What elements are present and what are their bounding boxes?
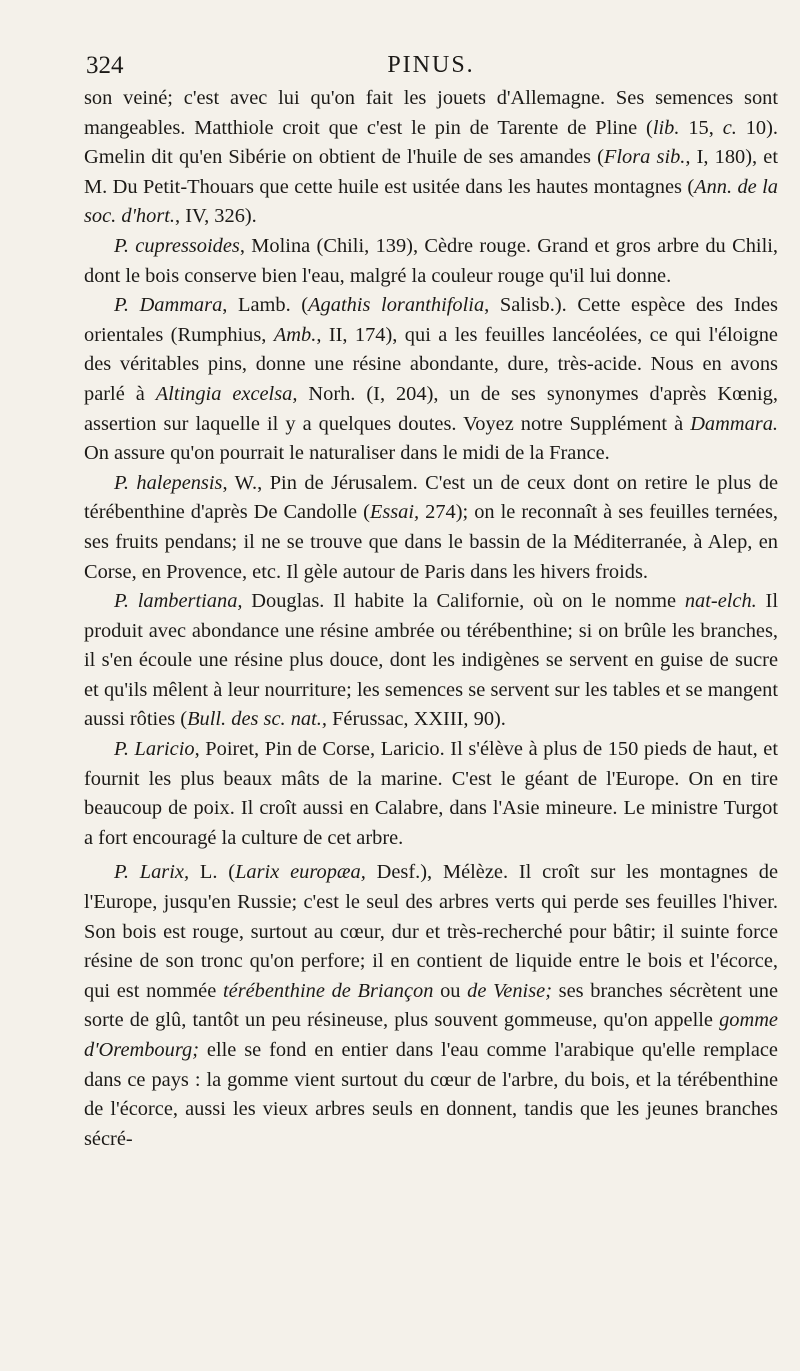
species-name: P. lambertiana, [114, 590, 243, 613]
page-header [84, 52, 778, 84]
page-number: 324 [86, 52, 124, 79]
species-name: P. Dammara [114, 294, 223, 317]
entry-p-laricio: P. Laricio, Poiret, Pin de Corse, Laricio. Il s'élève à plus de 150 pieds de haut, et fournit les plus beaux mâts de la marine. C'est le géant de l'Europe. On en tire beaucoup de poix. Il croît aussi en Calabre, dans l'Asie mineure. Le ministre Turgot a fort encouragé la culture de cet arbre. [84, 738, 778, 849]
entry-p-lambertiana: P. lambertiana, Douglas. Il habite la Californie, où on le nomme nat-elch. Il produit avec abondance une résine ambrée ou térébenthine; si on brûle les branches, il s'en écoule une résine plus douce, dont les indigènes se servent en guise de sucre et qu'ils mêlent à leur nourriture; les semences se servent sur les tables et se mangent aussi rôties (Bull. des sc. nat., Férussac, XXIII, 90). [84, 590, 778, 731]
species-name: P. halepensis [114, 471, 223, 494]
species-name: P. Larix, [114, 861, 190, 884]
entry-p-halepensis: P. halepensis, W., Pin de Jérusalem. C'est un de ceux dont on retire le plus de térébenthine d'après De Candolle (Essai, 274); on le reconnaît à ses feuilles ternées, ses fruits pendans; il ne se trouve que dans le bassin de la Méditerranée, à Alep, en Corse, en Provence, etc. Il gèle autour de Paris dans les hivers froids. [84, 471, 779, 583]
running-head: PINUS. [387, 52, 475, 78]
entry-p-cupressoides: P. cupressoides, Molina (Chili, 139), Cèdre rouge. Grand et gros arbre du Chili, dont le bois conserve bien l'eau, malgré la couleur rouge qu'il lui donne. [84, 234, 778, 287]
body-text [84, 84, 778, 1154]
entry-p-larix: P. Larix, L. (Larix europæa, Desf.), Mélèze. Il croît sur les montagnes de l'Europe, jusqu'en Russie; c'est le seul des arbres verts qui perde ses feuilles l'hiver. Son bois est rouge, surtout au cœur, dur et très-recherché pour bâtir; il suinte force résine de son tronc qu'on perfore; il en contient de liquide entre le bois et l'écorce, qui est nommée térébenthine de Briançon ou de Venise; ses branches sécrètent une sorte de glû, tantôt un peu résineuse, plus souvent gommeuse, qu'on appelle gomme d'Orembourg; elle se fond en entier dans l'eau comme l'arabique qu'elle remplace dans ce pays : la gomme vient surtout du cœur de l'arbre, du bois, et la térébenthine de l'écorce, aussi les vieux arbres seuls en donnent, tandis que les jeunes branches sécré- [84, 861, 778, 1150]
entry-p-dammara: P. Dammara, Lamb. (Agathis loranthifolia, Salisb.). Cette espèce des Indes orientales (Rumphius, Amb., II, 174), qui a les feuilles lancéolées, ce qui l'éloigne des véritables pins, donne une résine abondante, dure, très-acide. Nous en avons parlé à Altingia excelsa, Norh. (I, 204), un de ses synonymes d'après Kœnig, assertion sur laquelle il y a quelques doutes. Voyez notre Supplément à Dammara. On assure qu'on pourrait le naturaliser dans le midi de la France. [84, 294, 778, 465]
species-name: P. cupressoides [114, 234, 240, 257]
species-name: P. Laricio [114, 738, 195, 761]
paragraph-continuation: son veiné; c'est avec lui qu'on fait les jouets d'Allemagne. Ses semences sont mangeables. Matthiole croit que c'est le pin de Tarente de Pline (lib. 15, c. 10). Gmelin dit qu'en Sibérie on obtient de l'huile de ses amandes (Flora sib., I, 180), et M. Du Petit-Thouars que cette huile est usitée dans les hautes montagnes (Ann. de la soc. d'hort., IV, 326). [84, 87, 778, 228]
